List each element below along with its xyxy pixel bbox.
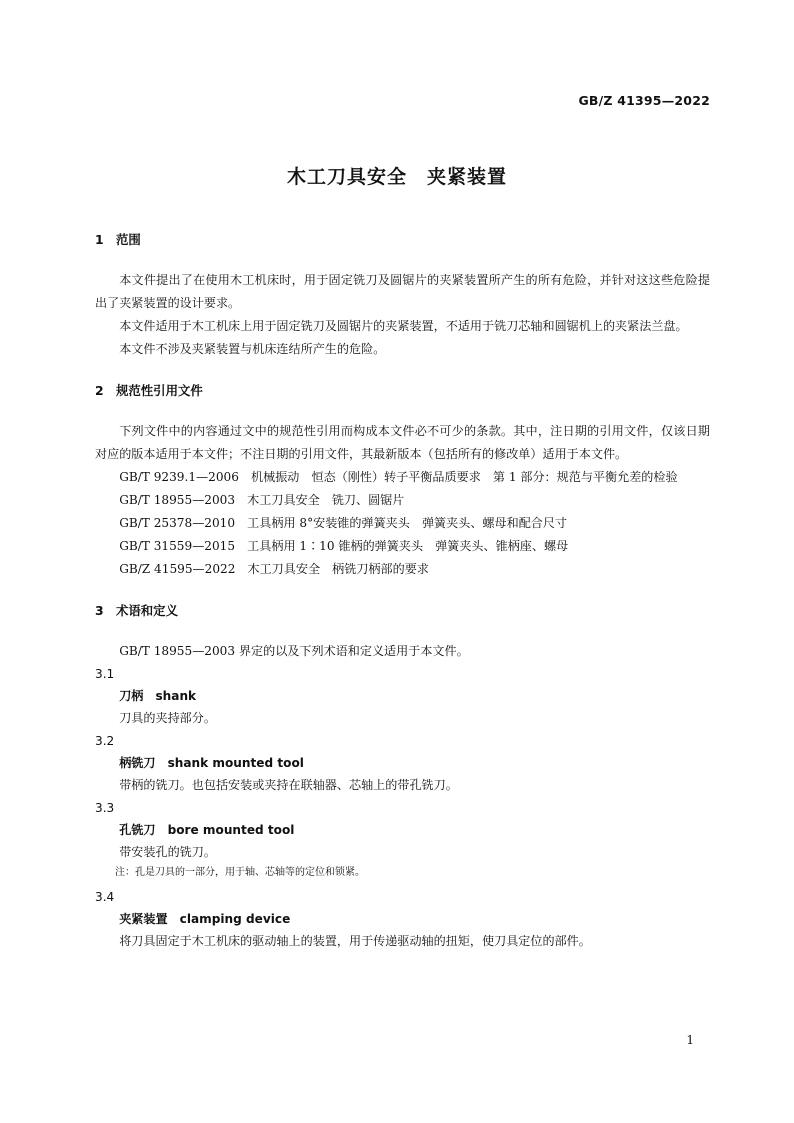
section-3-heading: 3 术语和定义 bbox=[95, 603, 178, 618]
section-1-paragraph: 本文件提出了在使用木工机床时，用于固定铣刀及圆锯片的夹紧装置所产生的所有危险，并针对这这些危险提出了夹紧装置的设计要求。 bbox=[95, 273, 710, 310]
term-name: 柄铣刀 shank mounted tool bbox=[119, 756, 304, 770]
section-2-intro: 下列文件中的内容通过文中的规范性引用而构成本文件必不可少的条款。其中，注日期的引用文件，仅该日期对应的版本适用于本文件；不注日期的引用文件，其最新版本（包括所有的修改单）适用于本文件。 bbox=[95, 424, 710, 461]
term-definition: 带安装孔的铣刀。 bbox=[119, 845, 216, 859]
term-number: 3.2 bbox=[95, 734, 115, 748]
section-1-paragraph: 本文件不涉及夹紧装置与机床连结所产生的危险。 bbox=[119, 342, 386, 356]
section-3-intro: GB/T 18955—2003 界定的以及下列术语和定义适用于本文件。 bbox=[119, 644, 469, 658]
reference-item: GB/T 18955—2003 木工刀具安全 铣刀、圆锯片 bbox=[119, 493, 405, 507]
term-number: 3.4 bbox=[95, 890, 115, 904]
term-definition: 带柄的铣刀。也包括安装或夹持在联轴器、芯轴上的带孔铣刀。 bbox=[119, 778, 458, 792]
term-number: 3.1 bbox=[95, 667, 115, 681]
document-body bbox=[95, 228, 710, 953]
standard-number: GB/Z 41395—2022 bbox=[578, 93, 710, 108]
reference-item: GB/T 31559—2015 工具柄用 1∶10 锥柄的弹簧夹头 弹簧夹头、锥柄座、螺母 bbox=[119, 539, 569, 553]
reference-item: GB/T 25378—2010 工具柄用 8°安装锥的弹簧夹头 弹簧夹头、螺母和配合尺寸 bbox=[119, 516, 568, 530]
section-1-paragraph: 本文件适用于木工机床上用于固定铣刀及圆锯片的夹紧装置，不适用于铣刀芯轴和圆锯机上的夹紧法兰盘。 bbox=[119, 319, 688, 333]
section-2-heading: 2 规范性引用文件 bbox=[95, 383, 203, 398]
term-name: 孔铣刀 bore mounted tool bbox=[119, 823, 295, 837]
reference-item: GB/Z 41595—2022 木工刀具安全 柄铣刀柄部的要求 bbox=[119, 562, 429, 576]
term-definition: 将刀具固定于木工机床的驱动轴上的装置，用于传递驱动轴的扭矩，使刀具定位的部件。 bbox=[119, 934, 591, 948]
term-note: 注：孔是刀具的一部分，用于轴、芯轴等的定位和锁紧。 bbox=[115, 867, 365, 878]
term-name: 刀柄 shank bbox=[119, 689, 197, 703]
term-definition: 刀具的夹持部分。 bbox=[119, 711, 216, 725]
page-number: 1 bbox=[686, 1033, 694, 1047]
term-name: 夹紧装置 clamping device bbox=[119, 912, 291, 926]
term-number: 3.3 bbox=[95, 801, 115, 815]
reference-item: GB/T 9239.1—2006 机械振动 恒态（刚性）转子平衡品质要求 第 1 部分：规范与平衡允差的检验 bbox=[119, 470, 678, 484]
section-1-heading: 1 范围 bbox=[95, 232, 141, 247]
document-title: 木工刀具安全 夹紧装置 bbox=[286, 166, 507, 188]
